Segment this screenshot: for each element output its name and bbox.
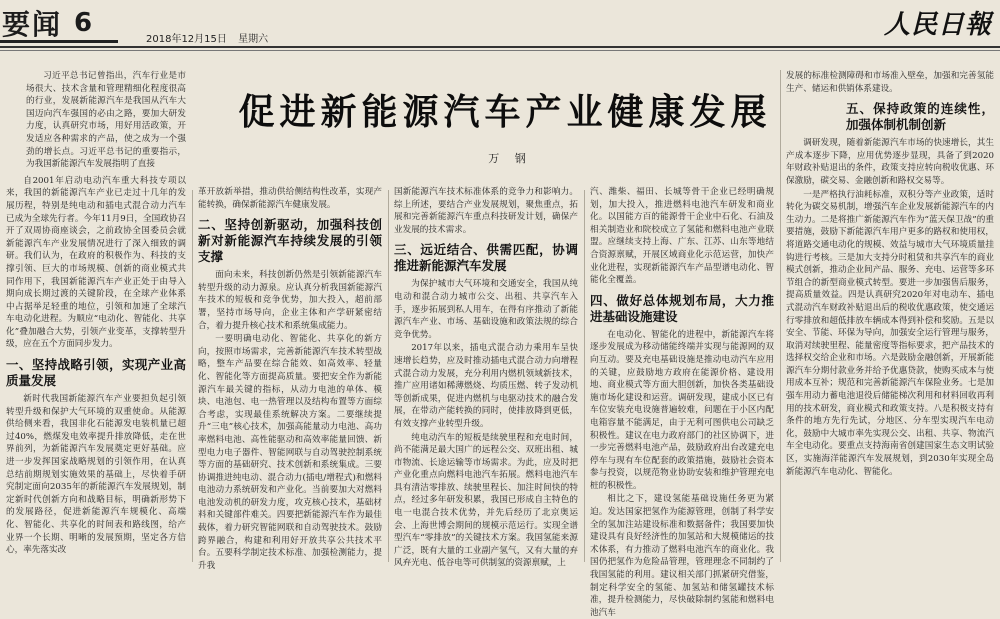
column-5 [786, 70, 994, 562]
paragraph: 在电动化、智能化的进程中，新能源汽车将逐步发展成为移动储能终端并实现与能源网的双向互动。要及充电基础设施是推动电动汽车应用的关键，应鼓励地方政府在能源价格、建设用地、商业模式等方面大胆创新，加快各类基础设施市场化建设和运营。调研发现，建成小区已有车位安装充电设施普遍较难，问题在于小区内配电箱容量不能满足，由于无利可图供电公司缺乏积极性。建议在电力政府部门的社区协调下，进一步完善燃料电池产品，鼓励政府出台改建充电停车与现有车位配套的政策措施，鼓励社会资本参与投资，以规范物业协助安装和维护管理充电桩的积极性。 [590, 329, 774, 491]
paragraph: 一要明确电动化、智能化、共享化的新方向，按照市场需求，完善新能源汽车技术转型战略，整车产品要在综合能效、如高效率、轻量化、智能化等方面提高质量。要把安全作为新能源汽车最关键的指标，从动力电池的单体、模块、电池包、电一热管理以及结构布置等方面综合考虑，实现最佳系统解决方案。二要继续提升“三电”核心技术，加强高能量动力电池、高功率燃料电池、高性能驱动和高效率能量回馈、新型电力电子器件、智能网联与自动驾驶控制系统等方面的基础研究、技术创新和系统集成。三要协调推进纯电动、混合动力(插电/增程式)和燃料电池动力系统研发和产业化。当前要加大对燃料电池发动机的研发力度，攻克核心技术，基础材料和关键部件难关。四要把新能源汽车作为最佳载体，着力研究智能网联和自动驾驶技术。鼓励跨界融合，构建和利用好开放共享公共技术平台。五要科学制定技术标准、加强检测能力，提升我 [198, 334, 382, 571]
paragraph: 发展的标准检测障碍和市场准入壁垒，加强和完善氢能生产、储运和供销体系建设。 [786, 71, 994, 94]
column-4 [590, 186, 774, 618]
section-tab [0, 6, 118, 43]
column-1 [6, 70, 186, 562]
column-2 [198, 186, 382, 571]
article-headline: 促进新能源汽车产业健康发展 [238, 92, 772, 133]
lead-paragraph [6, 70, 186, 171]
paragraph: 面向未来，科技创新仍然是引领新能源汽车转型升级的动力源泉。应认真分析我国新能源汽车技术的短板和竞争优势，加大投入，超前部署，坚持市场导向，企业主体和产学研紧密结合，着力提升核心技术和系统集成能力。 [198, 270, 382, 331]
paragraph: 相比之下，建设氢能基础设施任务更为紧迫。发达国家把氢作为能源管理，创制了科学安全的氢加注站建设标准和数据备件；我国要加快建设具有良好经济性的加氢站和大规模储运的技术体系，有力推动了燃料电池汽车的商业化。我国仍把氢作为危险品管理，管理理念不同制约了我国氢能的利用。建议相关部门抓紧研究借鉴，制定科学安全的氢能、加氢站和储氢罐技术标准，提升检测能力，尽快破除制约氢能和燃料电池汽车 [590, 494, 774, 618]
paragraph: 自2001年启动电动汽车重大科技专项以来，我国的新能源汽车产业已走过十几年的发展历程，特别是纯电动和插电式混合动力汽车已成为全球先行者。今年11月9日，全国政协召开了双周协商座谈会，之前政协全国委员会就新能源汽车产业发展情况进行了深入细致的调研。我们认为，在政府的积极作为、科技的支撑引领、巨大的市场规模、创新的商业模式共同作用下，我国新能源汽车产业正处于由导入期向成长期过渡的关键阶段，在全球产业体系中占据举足轻重的地位，引领和加速了全球汽车电动化进程。为顺应“电动化、智能化、共享化”叠加融合大势，引领产业变革，支撑转型升级，应在五个方面同步发力。 [6, 175, 186, 350]
paragraph: 一是严格执行油耗标准，双积分等产业政策，适时转化为碳交易机制，增强汽车企业发展新能源汽车的内生动力。二是将推广新能源汽车作为“蓝天保卫战”的重要措施，鼓励下新能源汽车用户更多的路权和使用权，将道路交通电动化的规模、效益与城市大气环境质量挂钩进行考核。三是加大支持分时租赁和共享汽车的商业模式创新，推动企业间产品、服务、充电、运营等多环节组合的新型商业模式转型。要进一步加强售后服务，提高质量效益。四是认真研究2020年对电动车、插电式混动汽车财政补贴退出后的税收优惠政策，使交通运行零排放和超低排放车辆成本得到补偿和奖励。五是以安全、节能、环保为导向，加强安全运行管理与服务，取消对续驶里程、能量密度等指标要求，把产品技术的选择权交给企业和市场。六是鼓励金融创新，开展新能源汽车分期付款业务并给予优惠贷款，使购买成本与使用成本互补；规范和完善新能源汽车保险业务。七是加强车用动力蓄电池退役后储能梯次利用和材料回收再利用的技术研发，商业模式和政策支持。八是积极支持有条件的地方先行先试，分地区、分车型实现汽车电动化，鼓励中大城市率先实现公交、出租、共享、物流汽车全电动化。要重点支持海南省创建国家生态文明试验区，实施海洋能源汽车发展规划，到2030年实现全岛新能源汽车电动化、智能化。 [786, 189, 994, 477]
issue-weekday: 星期六 [238, 34, 269, 45]
article-byline: 万 钢 [488, 152, 532, 165]
paragraph: 2017年以来，插电式混合动力乘用车呈快速增长趋势，应及时推动插电式混合动力向增程式混合动力发展，充分利用内燃机领域新技术，推广应用诸如稀薄燃烧、均质压燃、转子发动机等创新成果，促进内燃机与电驱动技术的融合发展，在带动产能转换的同时，使排放降到更低，有效支撑产业转型升级。 [394, 343, 578, 429]
paragraph: 国新能源汽车技术标准体系的竞争力和影响力。综上所述，要结合产业发展规划，聚焦重点，拓展和完善新能源汽车重点科技研发计划，确保产业发展的技术需求。 [394, 187, 578, 235]
issue-date: 2018年12月15日 [146, 34, 227, 45]
masthead-rule [0, 46, 1000, 48]
section-heading-2: 二、坚持创新驱动，加强科技创新对新能源汽车持续发展的引领支撑 [198, 217, 382, 265]
column-divider [584, 190, 585, 562]
paragraph: 革开放新举措，推动供给侧结构性改革，实现产能转换，确保新能源汽车健康发展。 [198, 187, 382, 210]
section-heading-1: 一、坚持战略引领，实现产业高质量发展 [6, 357, 186, 389]
newspaper-logo: 人民日報 [883, 10, 992, 40]
masthead [0, 0, 1000, 52]
paragraph: 为保护城市大气环境和交通安全，我国从纯电动和混合动力城市公交、出租、共享汽车入手，逐步拓展到私人用车，在得有序推动了新能源汽车产业、市场、基础设施和政策法规的综合竞争优势。 [394, 279, 578, 340]
section-title: 要闻 [2, 8, 63, 41]
paragraph: 汽、潍柴、福田、长城等骨干企业已经明确规划，加大投入，推进燃料电池汽车研发和商业化。以国能方百的能源骨干企业中石化、石油及相关制造业和院校成立了氢能和燃料电池产业联盟。应继续支持上海、广东、江苏、山东等地结合资源禀赋，开展区域商业化示范运营，加快产业化进程，实现新能源汽车产品型谱电动化、智能化全覆盖。 [590, 187, 774, 286]
section-heading-4: 四、做好总体规划布局，大力推进基础设施建设 [590, 292, 774, 324]
dateline [146, 30, 276, 45]
column-divider [192, 190, 193, 562]
column-divider [780, 70, 781, 562]
section-heading-3: 三、远近结合、供需匹配，协调推进新能源汽车发展 [394, 242, 578, 274]
column-divider [388, 190, 389, 562]
page-number: 6 [74, 8, 93, 38]
paragraph: 纯电动汽车的短板是续驶里程和充电时间，尚不能满足最大国广的远程公交、双班出租、城市物流、长途运输等市场需求。为此，应及时把产业化重点向燃料电池汽车拓展。燃料电池汽车具有清洁零排放、续驶里程长、加注时间快的特点，经过多年研发积累，我国已形成自主特色的电一电混合技术优势，并先后经历了北京奥运会、上海世博会期间的规模示范运行。实现全谱型汽车“零排放”的关键技术方案。我国氢能来源广泛，既有大量的工业副产氢气，又有大量的弃风弃光电、低谷电等可供制氢的资源禀赋，上 [394, 432, 578, 569]
paragraph: 新时代我国新能源汽车产业要担负起引领转型升级和保护大气环境的双重使命。从能源供给侧来看，我国非化石能源发电装机量已超过40%，燃煤发电效率提升排放降低，走在世界前列，为新能源汽车发展奠定更好基础。应进一步发挥国家战略规划的引领作用，在认真总结前期规划实施效果的基础上，尽快着手研究制定面向2035年的新能源汽车发展规划，制定新时代创新方向和战略目标，明确新形势下的发展路径，促进新能源汽车规模化、高端化、智能化、共享化的时间表和路线图，给产业界一个长期、明晰的发展预期，坚定各方信心，率先落实改 [6, 394, 186, 556]
lead-text: 习近平总书记曾指出，汽车行业是市场很大、技术含量和管理精细化程度很高的行业，发展新能源汽车是我国从汽车大国迈向汽车强国的必由之路，要加大研发力度，认真研究市场，用好用活政策，开发适应各种需求的产品，使之成为一个强劲的增长点。习近平总书记的重要指示，为我国新能源汽车发展指明了直接 [26, 71, 186, 170]
section-heading-5: 五、保持政策的连续性，加强体制机制创新 [846, 101, 994, 133]
paragraph: 调研发现，随着新能源汽车市场的快速增长，其生产成本逐步下降，应用优势逐步显现，具备了到2020年财政补贴退出的条件，政策支持应转向税收优惠、环保激励，碳交易、金融创新和路权交易等。 [786, 138, 994, 186]
column-3 [394, 186, 578, 569]
masthead-rule-thin [0, 50, 1000, 51]
